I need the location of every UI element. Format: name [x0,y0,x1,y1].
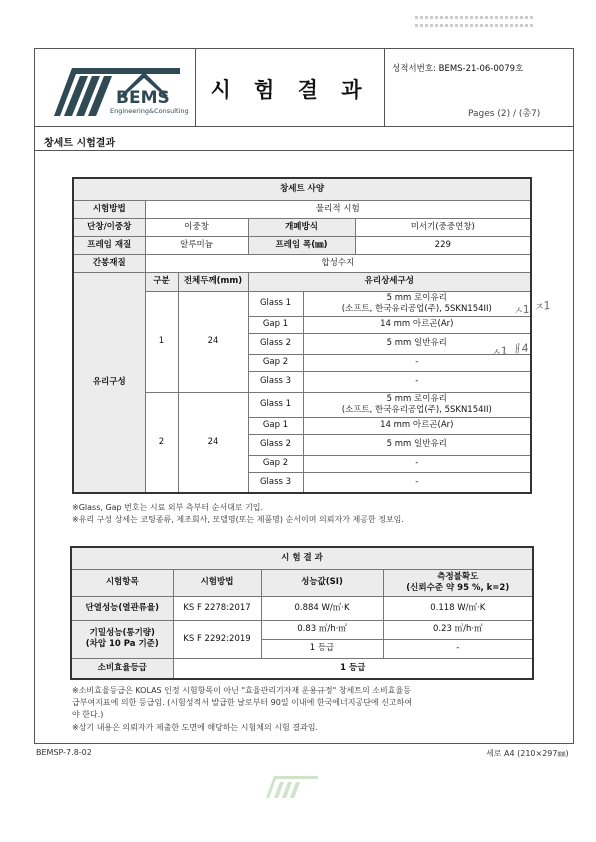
spec-table [72,177,532,494]
col-division: 구분 [145,272,178,291]
single-value: 이중창 [145,218,248,236]
airtight-method: KS F 2292:2019 [173,620,261,658]
glass-row-detail: 5 mm 일반유리 [303,434,531,455]
col-detail: 유리상세구성 [248,272,531,291]
result-note-2: 급부여지표에 의한 등급임. (시험성적서 발급한 날로부터 90일 이내에 한국에너지공단에 신고하여 [72,698,413,707]
results-caption: 시 험 결 과 [71,547,533,569]
glass-row-detail: - [303,371,531,392]
method-label: 시험방법 [73,200,145,218]
frame-material-value: 알루미늄 [145,236,248,254]
result-note-1: ※소비효율등급은 KOLAS 인정 시험항목이 아닌 "효율관리기자재 운용규정" 창세트의 소비효율등 [72,686,411,695]
glass-row-name: Gap 1 [248,417,303,434]
glass-row-name: Glass 1 [248,291,303,316]
results-table [70,546,534,680]
logo [48,60,188,120]
result-note-3: 야 한다.) [72,710,104,719]
insulation-value: 0.884 W/㎡·K [261,596,383,620]
glass-row-detail: 5 mm 일반유리 [303,333,531,354]
airtight-grade-uncertainty: - [383,639,533,658]
glass-row-name: Glass 2 [248,333,303,354]
glass-row-detail: 14 mm 아르곤(Ar) [303,316,531,333]
method-value: 물리적 시험 [145,200,531,218]
insulation-item: 단열성능(열관류율) [71,596,173,620]
group-1-division: 1 [145,291,178,392]
airtight-item: 기밀성능(통기량) (차압 10 Pa 기준) [71,620,173,658]
spec-note-1: ※Glass, Gap 번호는 시료 외부 측부터 순서대로 기입. [72,503,264,512]
glass-row-name: Glass 1 [248,392,303,417]
page-count: Pages (2) / (총7) [468,109,541,119]
handwriting-2: ㅅ1 ㅐ4 [489,341,530,360]
result-note-4: ※상기 내용은 의뢰자가 제출한 도면에 해당하는 시험체의 시험 결과임. [72,723,318,732]
group-2-division: 2 [145,392,178,493]
insulation-method: KS F 2278:2017 [173,596,261,620]
report-number: 성적서번호: BEMS-21-06-0079호 [392,64,524,74]
glass-row-detail: - [303,472,531,493]
group-1-thickness: 24 [178,291,248,392]
col-item: 시험항목 [71,569,173,596]
group-2-thickness: 24 [178,392,248,493]
glass-row-detail: 5 mm 로이유리 (소프트, 한국유리공업(주), 5SKN154II) [303,392,531,417]
airtight-grade: 1 등급 [261,639,383,658]
airtight-value: 0.83 ㎥/h·㎡ [261,620,383,639]
handwriting-1: ㅅ1 ㅈ1 [511,298,552,319]
glass-row-name: Gap 2 [248,455,303,472]
glass-row-name: Gap 1 [248,316,303,333]
logo-subtitle: Engineering&Consulting [110,107,189,115]
col-method: 시험방법 [173,569,261,596]
spec-caption: 창세트 사양 [73,178,531,200]
glass-row-name: Gap 2 [248,354,303,371]
glass-row-detail: - [303,455,531,472]
col-uncertainty: 측정불확도 (신뢰수준 약 95 %, k=2) [383,569,533,596]
header-vline-2 [384,48,385,126]
frame-width-label: 프레임 폭(㎜) [248,236,355,254]
efficiency-item: 소비효율등급 [71,658,173,679]
frame-width-value: 229 [355,236,531,254]
watermark-logo-icon [262,772,322,800]
single-label: 단창/이중창 [73,218,145,236]
col-thickness: 전체두께(mm) [178,272,248,291]
logo-name: BEMS [116,88,170,108]
document-title: 시 험 결 과 [210,78,370,102]
header-divider [34,126,574,127]
spec-note-2: ※유리 구성 상세는 코팅종류, 제조회사, 모델명(또는 제품명) 순서이며 의뢰자가 제공한 정보임. [72,515,404,524]
section-title: 창세트 시험결과 [44,138,116,149]
open-value: 미서기(중중연창) [355,218,531,236]
spacer-value: 합성수지 [145,254,531,272]
glass-row-detail: - [303,354,531,371]
airtight-uncertainty: 0.23 ㎥/h·㎡ [383,620,533,639]
open-label: 개폐방식 [248,218,355,236]
glass-row-detail: 14 mm 아르곤(Ar) [303,417,531,434]
header-vline-1 [195,48,196,126]
section-divider [34,150,574,151]
glass-row-name: Glass 3 [248,371,303,392]
footer-form-code: BEMSP-7.8-02 [36,748,92,757]
glass-label: 유리구성 [73,272,145,493]
col-performance: 성능값(SI) [261,569,383,596]
dot-pattern [414,12,534,28]
glass-row-detail: 5 mm 로이유리 (소프트, 한국유리공업(주), 5SKN154II) [303,291,531,316]
frame-material-label: 프레임 재질 [73,236,145,254]
efficiency-value: 1 등급 [173,658,533,679]
glass-row-name: Glass 2 [248,434,303,455]
spacer-label: 간봉재질 [73,254,145,272]
glass-row-name: Glass 3 [248,472,303,493]
footer-paper-size: 세로 A4 (210×297㎜) [486,749,569,758]
insulation-uncertainty: 0.118 W/㎡·K [383,596,533,620]
